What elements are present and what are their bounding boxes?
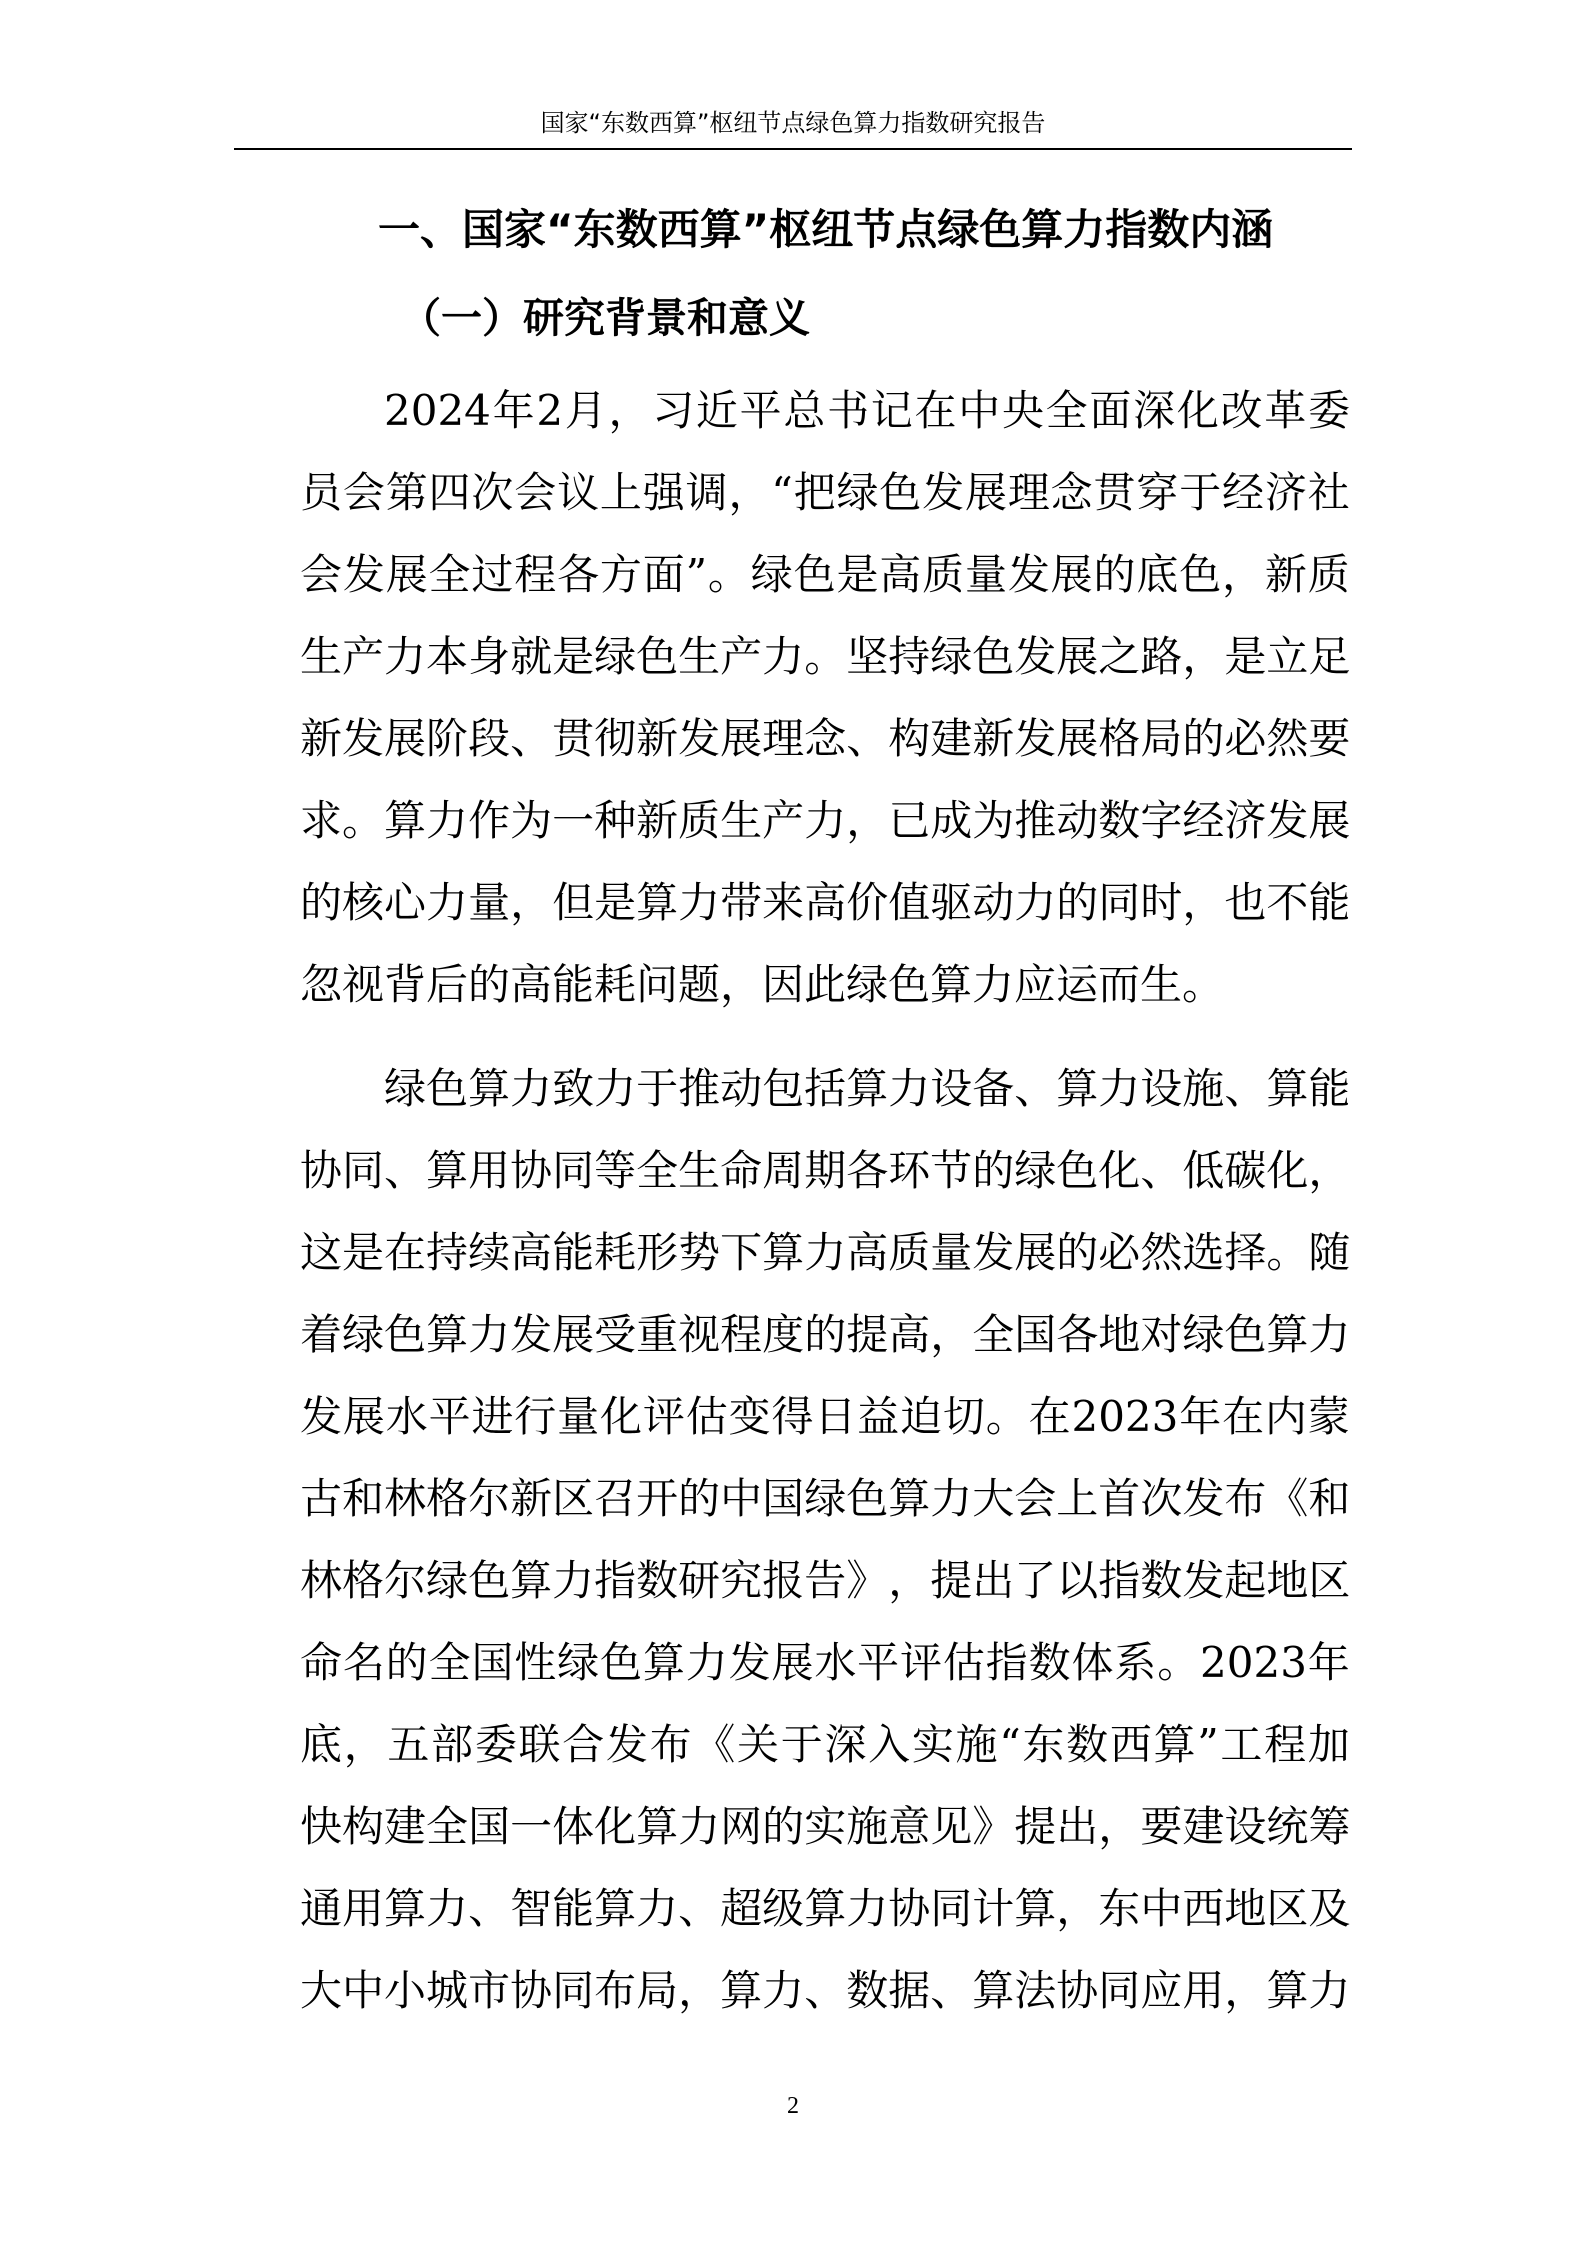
paragraph-line: 协 同 、 算 用 协 同 等 全 生 命 周 期 各 环 节 的 绿 色 化 、 低 碳 化 ，: [300, 1146, 1351, 1195]
paragraph-line: 底 ， 五 部 委 联 合 发 布 《 关 于 深 入 实 施 “ 东 数 西 算 ” 工 程 加: [300, 1720, 1350, 1769]
paragraph-line: 员 会 第 四 次 会 议 上 强 调 ， “ 把 绿 色 发 展 理 念 贯 穿 于 经 济 社: [300, 468, 1350, 517]
paragraph-line: 古 和 林 格 尔 新 区 召 开 的 中 国 绿 色 算 力 大 会 上 首 次 发 布 《 和: [300, 1474, 1351, 1523]
paragraph-line: 这 是 在 持 续 高 能 耗 形 势 下 算 力 高 质 量 发 展 的 必 然 选 择 。 随: [300, 1228, 1351, 1277]
paragraph-green-computing: [300, 1048, 1350, 2032]
paragraph-line: 2024 年 2 月 ， 习 近 平 总 书 记 在 中 央 全 面 深 化 改 革 委: [384, 386, 1350, 435]
page-number: 2: [787, 2093, 799, 2119]
header-rule: [234, 148, 1352, 150]
paragraph-line: 新 发 展 阶 段 、 贯 彻 新 发 展 理 念 、 构 建 新 发 展 格 局 的 必 然 要: [300, 714, 1351, 763]
paragraph-line: 大 中 小 城 市 协 同 布 局 ， 算 力 、 数 据 、 算 法 协 同 应 用 ， 算 力: [300, 1966, 1351, 2015]
paragraph-line: 生 产 力 本 身 就 是 绿 色 生 产 力 。 坚 持 绿 色 发 展 之 路 ， 是 立 足: [300, 632, 1351, 681]
paragraph-line: 发 展 水 平 进 行 量 化 评 估 变 得 日 益 迫 切 。 在 2023 年 在 内 蒙: [300, 1392, 1350, 1441]
paragraph-line: 着 绿 色 算 力 发 展 受 重 视 程 度 的 提 高 ， 全 国 各 地 对 绿 色 算 力: [300, 1310, 1351, 1359]
paragraph-background: [300, 370, 1350, 1026]
paragraph-line: 的 核 心 力 量 ， 但 是 算 力 带 来 高 价 值 驱 动 力 的 同 时 ， 也 不 能: [300, 878, 1351, 927]
subsection-title: （一）研究背景和意义: [400, 294, 810, 342]
paragraph-line: 会 发 展 全 过 程 各 方 面 ” 。 绿 色 是 高 质 量 发 展 的 底 色 ， 新 质: [300, 550, 1350, 599]
paragraph-line: 求 。 算 力 作 为 一 种 新 质 生 产 力 ， 已 成 为 推 动 数 字 经 济 发 展: [300, 796, 1351, 845]
paragraph-line: 快 构 建 全 国 一 体 化 算 力 网 的 实 施 意 见 》 提 出 ， 要 建 设 统 筹: [300, 1802, 1351, 1851]
section-title: 一、国家“东数西算”枢纽节点绿色算力指数内涵: [378, 205, 1274, 254]
paragraph-line: 通 用 算 力 、 智 能 算 力 、 超 级 算 力 协 同 计 算 ， 东 中 西 地 区 及: [300, 1884, 1351, 1933]
paragraph-line: 林 格 尔 绿 色 算 力 指 数 研 究 报 告 》 ， 提 出 了 以 指 数 发 起 地 区: [300, 1556, 1351, 1605]
running-header: 国家“东数西算”枢纽节点绿色算力指数研究报告: [540, 109, 1046, 137]
paragraph-line: 命 名 的 全 国 性 绿 色 算 力 发 展 水 平 评 估 指 数 体 系 。 2023 年: [300, 1638, 1350, 1687]
paragraph-line: 忽视背后的高能耗问题，因此绿色算力应运而生。: [300, 960, 1225, 1009]
paragraph-line: 绿 色 算 力 致 力 于 推 动 包 括 算 力 设 备 、 算 力 设 施 、 算 能: [384, 1064, 1351, 1113]
